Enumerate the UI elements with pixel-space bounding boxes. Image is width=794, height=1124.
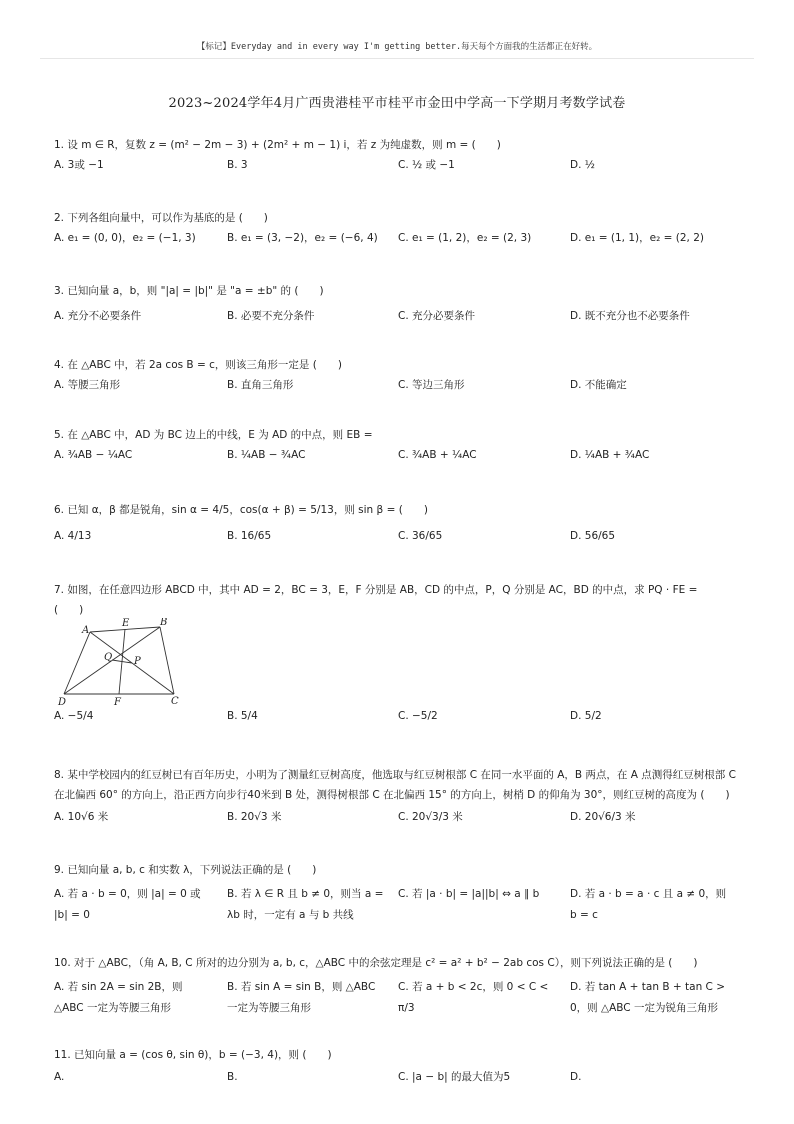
question-8	[54, 765, 754, 849]
label-c: C	[171, 696, 179, 707]
question-stem: 6. 已知 α，β 都是锐角，sin α = 4/5，cos(α + β) = 5/13，则 sin β = ( )	[54, 504, 428, 516]
option-a[interactable]: A. 若 sin 2A = sin 2B，则 △ABC 一定为等腰三角形	[54, 981, 183, 1014]
question-6	[54, 502, 754, 568]
option-c[interactable]: C. 若 |a · b| = |a||b| ⇔ a ∥ b	[398, 888, 540, 900]
option-a[interactable]: A. e₁ = (0, 0)，e₂ = (−1, 3)	[54, 232, 196, 244]
question-stem: 9. 已知向量 a, b, c 和实数 λ，下列说法正确的是 ( )	[54, 864, 317, 876]
option-b[interactable]: B. ¼AB − ¾AC	[227, 449, 306, 461]
option-c[interactable]: C. 36/65	[398, 530, 443, 542]
option-c[interactable]: C. 等边三角形	[398, 379, 465, 391]
option-b[interactable]: B. 3	[227, 159, 248, 171]
question-stem: 10. 对于 △ABC，（角 A, B, C 所对的边分别为 a, b, c，△ABC 中的余弦定理是 c² = a² + b² − 2ab cos C），则下列说法正确的是 ( )	[54, 957, 698, 969]
option-c[interactable]: C. ½ 或 −1	[398, 159, 455, 171]
option-c[interactable]: C. e₁ = (1, 2)，e₂ = (2, 3)	[398, 232, 532, 244]
option-a[interactable]: A.	[54, 1071, 65, 1083]
edge-bc	[160, 627, 174, 694]
option-c[interactable]: C. 若 a + b < 2c，则 0 < C < π/3	[398, 981, 549, 1014]
label-f: F	[114, 697, 121, 708]
question-7	[54, 580, 754, 620]
option-b[interactable]: B. 20√3 米	[227, 811, 282, 823]
quadrilateral-diagram	[54, 618, 194, 710]
question-11	[54, 1047, 754, 1089]
option-d[interactable]: D.	[570, 1071, 582, 1083]
question-2	[54, 210, 754, 270]
question-4	[54, 357, 754, 417]
page-title: 2023~2024学年4月广西贵港桂平市桂平市金田中学高一下学期月考数学试卷	[168, 96, 626, 111]
option-b[interactable]: B. 必要不充分条件	[227, 310, 315, 322]
header-note: 【标记】Everyday and in every way I'm getting better.每天每个方面我的生活都正在好转。	[196, 42, 598, 52]
option-a[interactable]: A. 3或 −1	[54, 159, 104, 171]
option-a[interactable]: A. ¾AB − ¼AC	[54, 449, 133, 461]
option-b[interactable]: B. 若 λ ∈ R 且 b ≠ 0，则当 a = λb 时，一定有 a 与 b 共线	[227, 888, 384, 921]
option-c[interactable]: C. −5/2	[398, 710, 438, 722]
option-b[interactable]: B. 若 sin A = sin B，则 △ABC 一定为等腰三角形	[227, 981, 376, 1014]
label-b: B	[160, 618, 168, 628]
option-a[interactable]: A. 充分不必要条件	[54, 310, 142, 322]
question-stem: 8. 某中学校园内的红豆树已有百年历史，小明为了测量红豆树高度，他选取与红豆树根部 C 在同一水平面的 A，B 两点，在 A 点测得红豆树根部 C 在北偏西 60° 的方向上，沿正西方向步行40米到 B 处，测得树根部 C 在北偏西 15° 的方向上，树梢 D 的仰角为 30°，则红豆树的高度为 ( )	[54, 769, 736, 801]
question-stem: 2. 下列各组向量中，可以作为基底的是 ( )	[54, 212, 268, 224]
option-a[interactable]: A. 若 a · b = 0，则 |a| = 0 或 |b| = 0	[54, 888, 201, 921]
option-d[interactable]: D. 若 a · b = a · c 且 a ≠ 0，则 b = c	[570, 888, 727, 921]
option-a[interactable]: A. 10√6 米	[54, 811, 109, 823]
option-d[interactable]: D. e₁ = (1, 1)，e₂ = (2, 2)	[570, 232, 705, 244]
question-stem: 11. 已知向量 a = (cos θ, sin θ)，b = (−3, 4)，则 ( )	[54, 1049, 332, 1061]
question-stem: 4. 在 △ABC 中，若 2a cos B = c，则该三角形一定是 ( )	[54, 359, 342, 371]
option-c[interactable]: C. |a − b| 的最大值为5	[398, 1071, 511, 1083]
option-d[interactable]: D. ¼AB + ¾AC	[570, 449, 650, 461]
option-c[interactable]: C. 充分必要条件	[398, 310, 476, 322]
option-d[interactable]: D. 5/2	[570, 710, 602, 722]
question-stem: 5. 在 △ABC 中，AD 为 BC 边上的中线，E 为 AD 的中点，则 EB =	[54, 429, 373, 441]
option-b[interactable]: B. 直角三角形	[227, 379, 294, 391]
question-9	[54, 862, 754, 932]
quadrilateral-figure	[54, 618, 194, 713]
question-stem: 7. 如图，在任意四边形 ABCD 中，其中 AD = 2，BC = 3，E，F 分别是 AB，CD 的中点，P，Q 分别是 AC，BD 的中点，求 PQ · FE = ( )	[54, 584, 698, 616]
option-d[interactable]: D. 56/65	[570, 530, 616, 542]
question-5	[54, 427, 754, 487]
label-q: Q	[104, 652, 113, 663]
divider	[40, 58, 754, 59]
option-a[interactable]: A. 等腰三角形	[54, 379, 121, 391]
question-stem: 1. 设 m ∈ R，复数 z = (m² − 2m − 3) + (2m² + m − 1) i，若 z 为纯虚数，则 m = ( )	[54, 139, 501, 151]
option-d[interactable]: D. 若 tan A + tan B + tan C > 0，则 △ABC 一定为锐角三角形	[570, 981, 726, 1014]
label-a: A	[82, 625, 90, 636]
label-d: D	[58, 697, 67, 708]
option-d[interactable]: D. 20√6/3 米	[570, 811, 636, 823]
question-1	[54, 137, 754, 197]
option-c[interactable]: C. 20√3/3 米	[398, 811, 463, 823]
option-b[interactable]: B. 5/4	[227, 710, 258, 722]
question-10	[54, 955, 754, 1025]
option-d[interactable]: D. ½	[570, 159, 595, 171]
question-3	[54, 283, 754, 348]
option-d[interactable]: D. 不能确定	[570, 379, 627, 391]
option-b[interactable]: B. 16/65	[227, 530, 272, 542]
option-c[interactable]: C. ¾AB + ¼AC	[398, 449, 477, 461]
question-7-options	[54, 708, 754, 748]
option-b[interactable]: B. e₁ = (3, −2)，e₂ = (−6, 4)	[227, 232, 378, 244]
question-stem: 3. 已知向量 a，b，则 "|a| = |b|" 是 "a = ±b" 的 ( )	[54, 285, 324, 297]
label-p: P	[134, 656, 141, 667]
option-b[interactable]: B.	[227, 1071, 238, 1083]
option-d[interactable]: D. 既不充分也不必要条件	[570, 310, 690, 322]
option-a[interactable]: A. 4/13	[54, 530, 92, 542]
option-a[interactable]: A. −5/4	[54, 710, 94, 722]
label-e: E	[122, 618, 130, 629]
